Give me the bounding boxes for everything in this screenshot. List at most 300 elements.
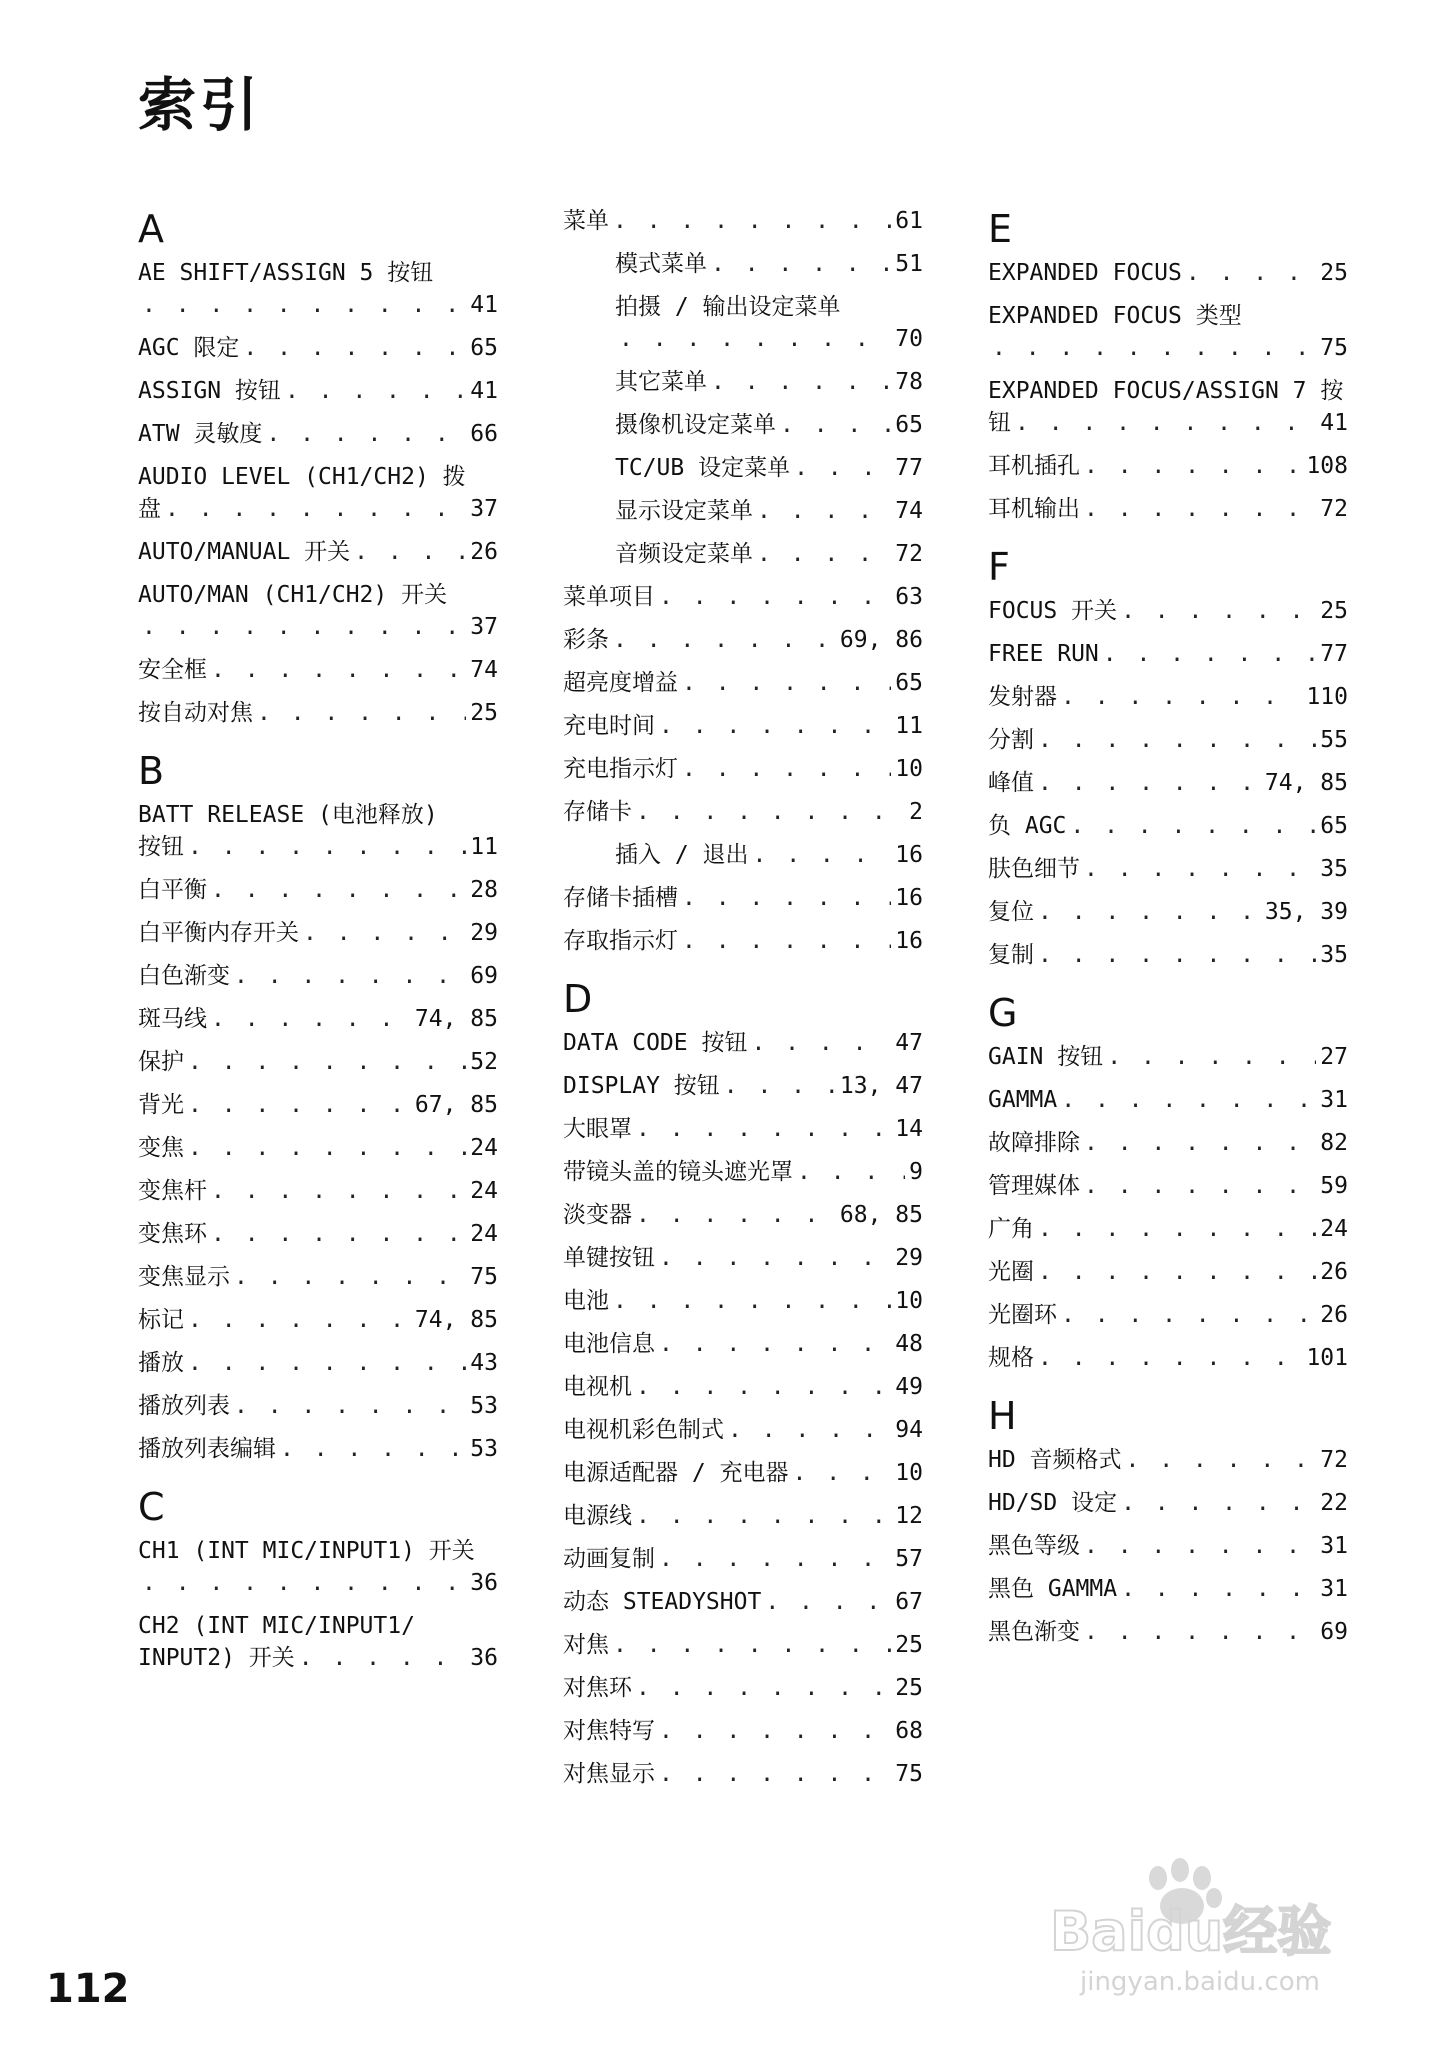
entry-page: 27: [1320, 1044, 1348, 1070]
entry-row: [988, 1487, 1348, 1519]
entry-row: [988, 1573, 1348, 1605]
entry-page: 68: [895, 1718, 923, 1744]
dot-leader: [1038, 1213, 1316, 1245]
dot-leader: [659, 1543, 891, 1575]
index-entry: [988, 1041, 1348, 1073]
dot-leader: [659, 1758, 891, 1790]
dot-leader: [765, 1586, 891, 1618]
entry-row: [138, 697, 498, 729]
entry-page: 94: [895, 1417, 923, 1443]
entry-label: 淡变器: [563, 1202, 632, 1228]
entry-row: [563, 1629, 923, 1661]
entry-page: 74, 85: [1264, 770, 1348, 796]
entry-row: [988, 681, 1348, 713]
entry-label: FOCUS 开关: [988, 598, 1118, 624]
dot-leader: [234, 960, 466, 992]
entry-page: 67: [895, 1589, 923, 1615]
entry-page: 65: [895, 412, 923, 438]
entry-label: 对焦环: [563, 1675, 632, 1701]
index-entry: [563, 1500, 923, 1532]
index-entry: [138, 960, 498, 992]
index-entry: [563, 248, 923, 280]
section-letter: F: [988, 545, 1010, 589]
dot-leader: [1038, 939, 1316, 971]
entry-page: 63: [895, 584, 923, 610]
entry-row: [615, 366, 923, 398]
dot-leader: [613, 624, 836, 656]
entry-page: 72: [1320, 1447, 1348, 1473]
entry-row: [138, 917, 498, 949]
entry-row: [988, 1299, 1348, 1331]
entry-page: 43: [470, 1350, 498, 1376]
dot-leader: [780, 409, 891, 441]
entry-page: 24: [470, 1221, 498, 1247]
dot-leader: [266, 418, 466, 450]
dot-leader: [636, 1199, 836, 1231]
dot-leader: [188, 1347, 466, 1379]
entry-label: HD/SD 设定: [988, 1490, 1118, 1516]
entry-label: AUTO/MAN (CH1/CH2) 开关: [138, 582, 448, 608]
dot-leader: [711, 366, 891, 398]
index-entry: [988, 1573, 1348, 1605]
entry-label: 广角: [988, 1216, 1034, 1242]
entry-label: 白平衡: [138, 877, 207, 903]
index-entry: [138, 1046, 498, 1078]
entry-row: [563, 796, 923, 828]
entry-page: 41: [1320, 410, 1348, 436]
entry-row: [988, 332, 1348, 364]
entry-page: 78: [895, 369, 923, 395]
entry-page: 11: [895, 713, 923, 739]
entry-row: [988, 724, 1348, 756]
entry-label: 大眼罩: [563, 1116, 632, 1142]
index-entry: [138, 1003, 498, 1035]
dot-leader: [1061, 681, 1302, 713]
entry-label: 肤色细节: [988, 856, 1080, 882]
index-entry: [988, 724, 1348, 756]
entry-page: 14: [895, 1116, 923, 1142]
entry-row: [988, 1256, 1348, 1288]
entry-label: 电源线: [563, 1503, 632, 1529]
index-column-3: [988, 205, 1348, 1659]
entry-label: 存取指示灯: [563, 928, 678, 954]
entry-label: 带镜头盖的镜头遮光罩: [563, 1159, 793, 1185]
entry-row: [563, 1070, 923, 1102]
entry-row: [563, 1758, 923, 1790]
entry-row: [988, 896, 1348, 928]
entry-page: 10: [895, 756, 923, 782]
entry-page: 101: [1306, 1345, 1348, 1371]
dot-leader: [1084, 493, 1316, 525]
entry-label: 充电时间: [563, 713, 655, 739]
index-entry: [563, 1586, 923, 1618]
index-entry: [563, 753, 923, 785]
entry-label: CH2 (INT MIC/INPUT1/: [138, 1613, 415, 1639]
entry-page: 65: [470, 335, 498, 361]
dot-leader: [797, 1156, 905, 1188]
entry-page: 41: [470, 378, 498, 404]
dot-leader: [234, 1390, 466, 1422]
entry-label: ATW 灵敏度: [138, 421, 263, 447]
dot-leader: [354, 536, 466, 568]
entry-row: [988, 407, 1348, 439]
index-entry: [563, 1629, 923, 1661]
entry-page: 37: [470, 614, 498, 640]
entry-page: 53: [470, 1393, 498, 1419]
entry-label: 播放列表编辑: [138, 1436, 276, 1462]
entry-row: [615, 452, 923, 484]
entry-row: [138, 1132, 498, 1164]
index-entry: [563, 1027, 923, 1059]
entry-page: 75: [895, 1761, 923, 1787]
entry-page: 72: [1320, 496, 1348, 522]
entry-page: 28: [470, 877, 498, 903]
index-entry: [138, 1175, 498, 1207]
entry-row: [988, 767, 1348, 799]
index-entry: [988, 810, 1348, 842]
entry-label: 电视机: [563, 1374, 632, 1400]
entry-page: 35, 39: [1264, 899, 1348, 925]
index-entry: [138, 1347, 498, 1379]
dot-leader: [757, 538, 891, 570]
entry-row: [615, 323, 923, 355]
dot-leader: [751, 1027, 891, 1059]
index-section: [563, 205, 923, 957]
dot-leader: [1015, 407, 1316, 439]
index-entry: [138, 332, 498, 364]
index-entry: [563, 667, 923, 699]
dot-leader: [1186, 257, 1316, 289]
dot-leader: [1070, 810, 1316, 842]
entry-row: [138, 960, 498, 992]
entry-page: 24: [470, 1178, 498, 1204]
index-entry: [138, 461, 498, 525]
dot-leader: [1038, 767, 1261, 799]
index-entry: [563, 1672, 923, 1704]
entry-label: 白平衡内存开关: [138, 920, 299, 946]
entry-page: 74: [470, 657, 498, 683]
section-letter: E: [988, 207, 1013, 251]
entry-page: 61: [895, 208, 923, 234]
dot-leader: [613, 1629, 891, 1661]
entry-row: [988, 638, 1348, 670]
index-entry: [563, 1457, 923, 1489]
entry-row: [988, 939, 1348, 971]
entry-row: [138, 1642, 498, 1674]
index-entry: [563, 624, 923, 656]
dot-leader: [659, 581, 891, 613]
entry-row: [138, 493, 498, 525]
index-entry: [563, 409, 923, 441]
dot-leader: [1038, 724, 1316, 756]
entry-label: FREE RUN: [988, 641, 1099, 667]
dot-leader: [613, 205, 891, 237]
index-entry: [563, 1156, 923, 1188]
entry-label: CH1 (INT MIC/INPUT1) 开关: [138, 1538, 475, 1564]
entry-row: [988, 450, 1348, 482]
entry-page: 16: [895, 928, 923, 954]
dot-leader: [1084, 1127, 1316, 1159]
entry-row: [138, 1175, 498, 1207]
entry-label: HD 音频格式: [988, 1447, 1122, 1473]
entry-row: [138, 418, 498, 450]
index-entry: [563, 1414, 923, 1446]
entry-page: 36: [470, 1645, 498, 1671]
entry-row: [138, 536, 498, 568]
dot-leader: [1121, 1487, 1316, 1519]
entry-page: 72: [895, 541, 923, 567]
entry-label: 光圈: [988, 1259, 1034, 1285]
index-entry: [138, 418, 498, 450]
dot-leader: [659, 1242, 891, 1274]
index-entry: [988, 1444, 1348, 1476]
dot-leader: [211, 1175, 466, 1207]
entry-page: 57: [895, 1546, 923, 1572]
entry-page: 11: [470, 834, 498, 860]
index-entry: [563, 291, 923, 355]
entry-row: [138, 1089, 498, 1121]
entry-page: 110: [1306, 684, 1348, 710]
index-column-2: [563, 205, 923, 1801]
entry-page: 10: [895, 1288, 923, 1314]
dot-leader: [659, 1328, 891, 1360]
dot-leader: [142, 611, 466, 643]
dot-leader: [188, 1046, 466, 1078]
entry-row: [138, 332, 498, 364]
entry-row: [138, 1304, 498, 1336]
entry-label: 电池: [563, 1288, 609, 1314]
entry-label: 对焦: [563, 1632, 609, 1658]
entry-label: DISPLAY 按钮: [563, 1073, 720, 1099]
section-letter: B: [138, 749, 165, 793]
index-entry: [563, 1199, 923, 1231]
dot-leader: [1084, 1616, 1316, 1648]
index-entry: [138, 257, 498, 321]
index-entry: [138, 654, 498, 686]
dot-leader: [1084, 1530, 1316, 1562]
entry-page: 26: [1320, 1259, 1348, 1285]
entry-page: 36: [470, 1570, 498, 1596]
entry-page: 66: [470, 421, 498, 447]
entry-label: 摄像机设定菜单: [615, 412, 776, 438]
entry-label: 光圈环: [988, 1302, 1057, 1328]
dot-leader: [636, 1672, 891, 1704]
entry-label: 菜单: [563, 208, 609, 234]
dot-leader: [211, 874, 466, 906]
dot-leader: [1061, 1084, 1316, 1116]
entry-row: [563, 1586, 923, 1618]
index-entry: [563, 882, 923, 914]
entry-page: 59: [1320, 1173, 1348, 1199]
index-entry: [138, 536, 498, 568]
entry-page: 24: [470, 1135, 498, 1161]
entry-row: [988, 595, 1348, 627]
entry-row: [563, 1457, 923, 1489]
dot-leader: [1061, 1299, 1316, 1331]
entry-label: 复制: [988, 942, 1034, 968]
dot-leader: [285, 375, 466, 407]
entry-label: 黑色等级: [988, 1533, 1080, 1559]
index-entry: [138, 874, 498, 906]
entry-row: [988, 1530, 1348, 1562]
entry-page: 16: [895, 885, 923, 911]
index-entry: [563, 796, 923, 828]
entry-row: [138, 1218, 498, 1250]
entry-page: 22: [1320, 1490, 1348, 1516]
index-entry: [988, 257, 1348, 289]
index-entry: [563, 710, 923, 742]
dot-leader: [711, 248, 891, 280]
index-entry: [988, 853, 1348, 885]
dot-leader: [1103, 638, 1317, 670]
dot-leader: [1038, 896, 1261, 928]
entry-row: [988, 1084, 1348, 1116]
dot-leader: [257, 697, 466, 729]
entry-page: 51: [895, 251, 923, 277]
dot-leader: [142, 289, 466, 321]
entry-label: 保护: [138, 1049, 184, 1075]
entry-label: AUDIO LEVEL (CH1/CH2) 拨: [138, 464, 466, 490]
dot-leader: [682, 667, 891, 699]
dot-leader: [613, 1285, 891, 1317]
dot-leader: [188, 1089, 411, 1121]
index-entry: [988, 1256, 1348, 1288]
index-entry: [563, 925, 923, 957]
entry-label: 标记: [138, 1307, 184, 1333]
entry-row: [988, 1213, 1348, 1245]
entry-label: 白色渐变: [138, 963, 230, 989]
entry-label: 电池信息: [563, 1331, 655, 1357]
entry-label: 故障排除: [988, 1130, 1080, 1156]
entry-row: [988, 493, 1348, 525]
entry-label: ASSIGN 按钮: [138, 378, 281, 404]
entry-label: 峰值: [988, 770, 1034, 796]
dot-leader: [724, 1070, 836, 1102]
index-entry: [563, 1070, 923, 1102]
dot-leader: [211, 1218, 466, 1250]
entry-page: 74, 85: [414, 1307, 498, 1333]
dot-leader: [188, 1304, 411, 1336]
entry-label: 菜单项目: [563, 584, 655, 610]
index-entry: [563, 581, 923, 613]
entry-page: 12: [895, 1503, 923, 1529]
entry-row: [988, 1616, 1348, 1648]
baidu-jingyan-watermark: [1010, 1840, 1350, 2010]
entry-page: 35: [1320, 856, 1348, 882]
dot-leader: [280, 1433, 466, 1465]
index-entry: [988, 450, 1348, 482]
dot-leader: [234, 1261, 466, 1293]
entry-page: 53: [470, 1436, 498, 1462]
entry-label: 管理媒体: [988, 1173, 1080, 1199]
index-entry: [563, 452, 923, 484]
entry-row: [563, 1328, 923, 1360]
entry-row: [563, 581, 923, 613]
dot-leader: [793, 1457, 892, 1489]
entry-label: 电源适配器 / 充电器: [563, 1460, 789, 1486]
entry-label: AE SHIFT/ASSIGN 5 按钮: [138, 260, 434, 286]
index-entry: [138, 1610, 498, 1674]
index-entry: [563, 538, 923, 570]
entry-label: 钮: [988, 410, 1011, 436]
entry-label: 超亮度增益: [563, 670, 678, 696]
entry-label: AGC 限定: [138, 335, 240, 361]
dot-leader: [636, 1113, 891, 1145]
entry-page: 9: [909, 1159, 923, 1185]
entry-row: [138, 1046, 498, 1078]
dot-leader: [1126, 1444, 1317, 1476]
entry-row: [563, 710, 923, 742]
dot-leader: [1084, 1170, 1316, 1202]
dot-leader: [619, 323, 891, 355]
entry-row: [563, 1414, 923, 1446]
entry-page: 69: [470, 963, 498, 989]
entry-row: [138, 611, 498, 643]
index-entry: [563, 1113, 923, 1145]
entry-label: 其它菜单: [615, 369, 707, 395]
entry-label: 耳机输出: [988, 496, 1080, 522]
entry-label: 复位: [988, 899, 1034, 925]
entry-label: 规格: [988, 1345, 1034, 1371]
index-entry: [563, 205, 923, 237]
entry-page: 10: [895, 1460, 923, 1486]
index-entry: [988, 1299, 1348, 1331]
entry-page: 29: [470, 920, 498, 946]
index-entry: [138, 799, 498, 863]
dot-leader: [211, 654, 466, 686]
entry-row: [563, 1242, 923, 1274]
entry-page: 35: [1320, 942, 1348, 968]
entry-page: 55: [1320, 727, 1348, 753]
entry-label: 按钮: [138, 834, 184, 860]
entry-page: 25: [895, 1675, 923, 1701]
index-section: [988, 989, 1348, 1374]
entry-label: 电视机彩色制式: [563, 1417, 724, 1443]
entry-row: [563, 205, 923, 237]
entry-page: 29: [895, 1245, 923, 1271]
dot-leader: [659, 710, 891, 742]
dot-leader: [682, 925, 891, 957]
entry-row: [563, 925, 923, 957]
index-entry: [988, 1342, 1348, 1374]
index-entry: [988, 939, 1348, 971]
entry-page: 108: [1306, 453, 1348, 479]
entry-page: 69, 86: [839, 627, 923, 653]
index-entry: [988, 638, 1348, 670]
index-entry: [988, 767, 1348, 799]
entry-label: 斑马线: [138, 1006, 207, 1032]
entry-label: 动画复制: [563, 1546, 655, 1572]
dot-leader: [211, 1003, 411, 1035]
entry-row: [988, 1444, 1348, 1476]
entry-row: [138, 874, 498, 906]
entry-page: 25: [895, 1632, 923, 1658]
index-entry: [138, 697, 498, 729]
entry-row: [138, 1261, 498, 1293]
entry-page: 67, 85: [414, 1092, 498, 1118]
entry-row: [563, 667, 923, 699]
entry-page: 13, 47: [839, 1073, 923, 1099]
entry-page: 24: [1320, 1216, 1348, 1242]
entry-row: [988, 853, 1348, 885]
entry-row: [138, 289, 498, 321]
index-section: [988, 1392, 1348, 1648]
entry-page: 25: [1320, 260, 1348, 286]
dot-leader: [753, 839, 892, 871]
entry-label: EXPANDED FOCUS 类型: [988, 303, 1242, 329]
index-entry: [988, 1616, 1348, 1648]
entry-label: 彩条: [563, 627, 609, 653]
